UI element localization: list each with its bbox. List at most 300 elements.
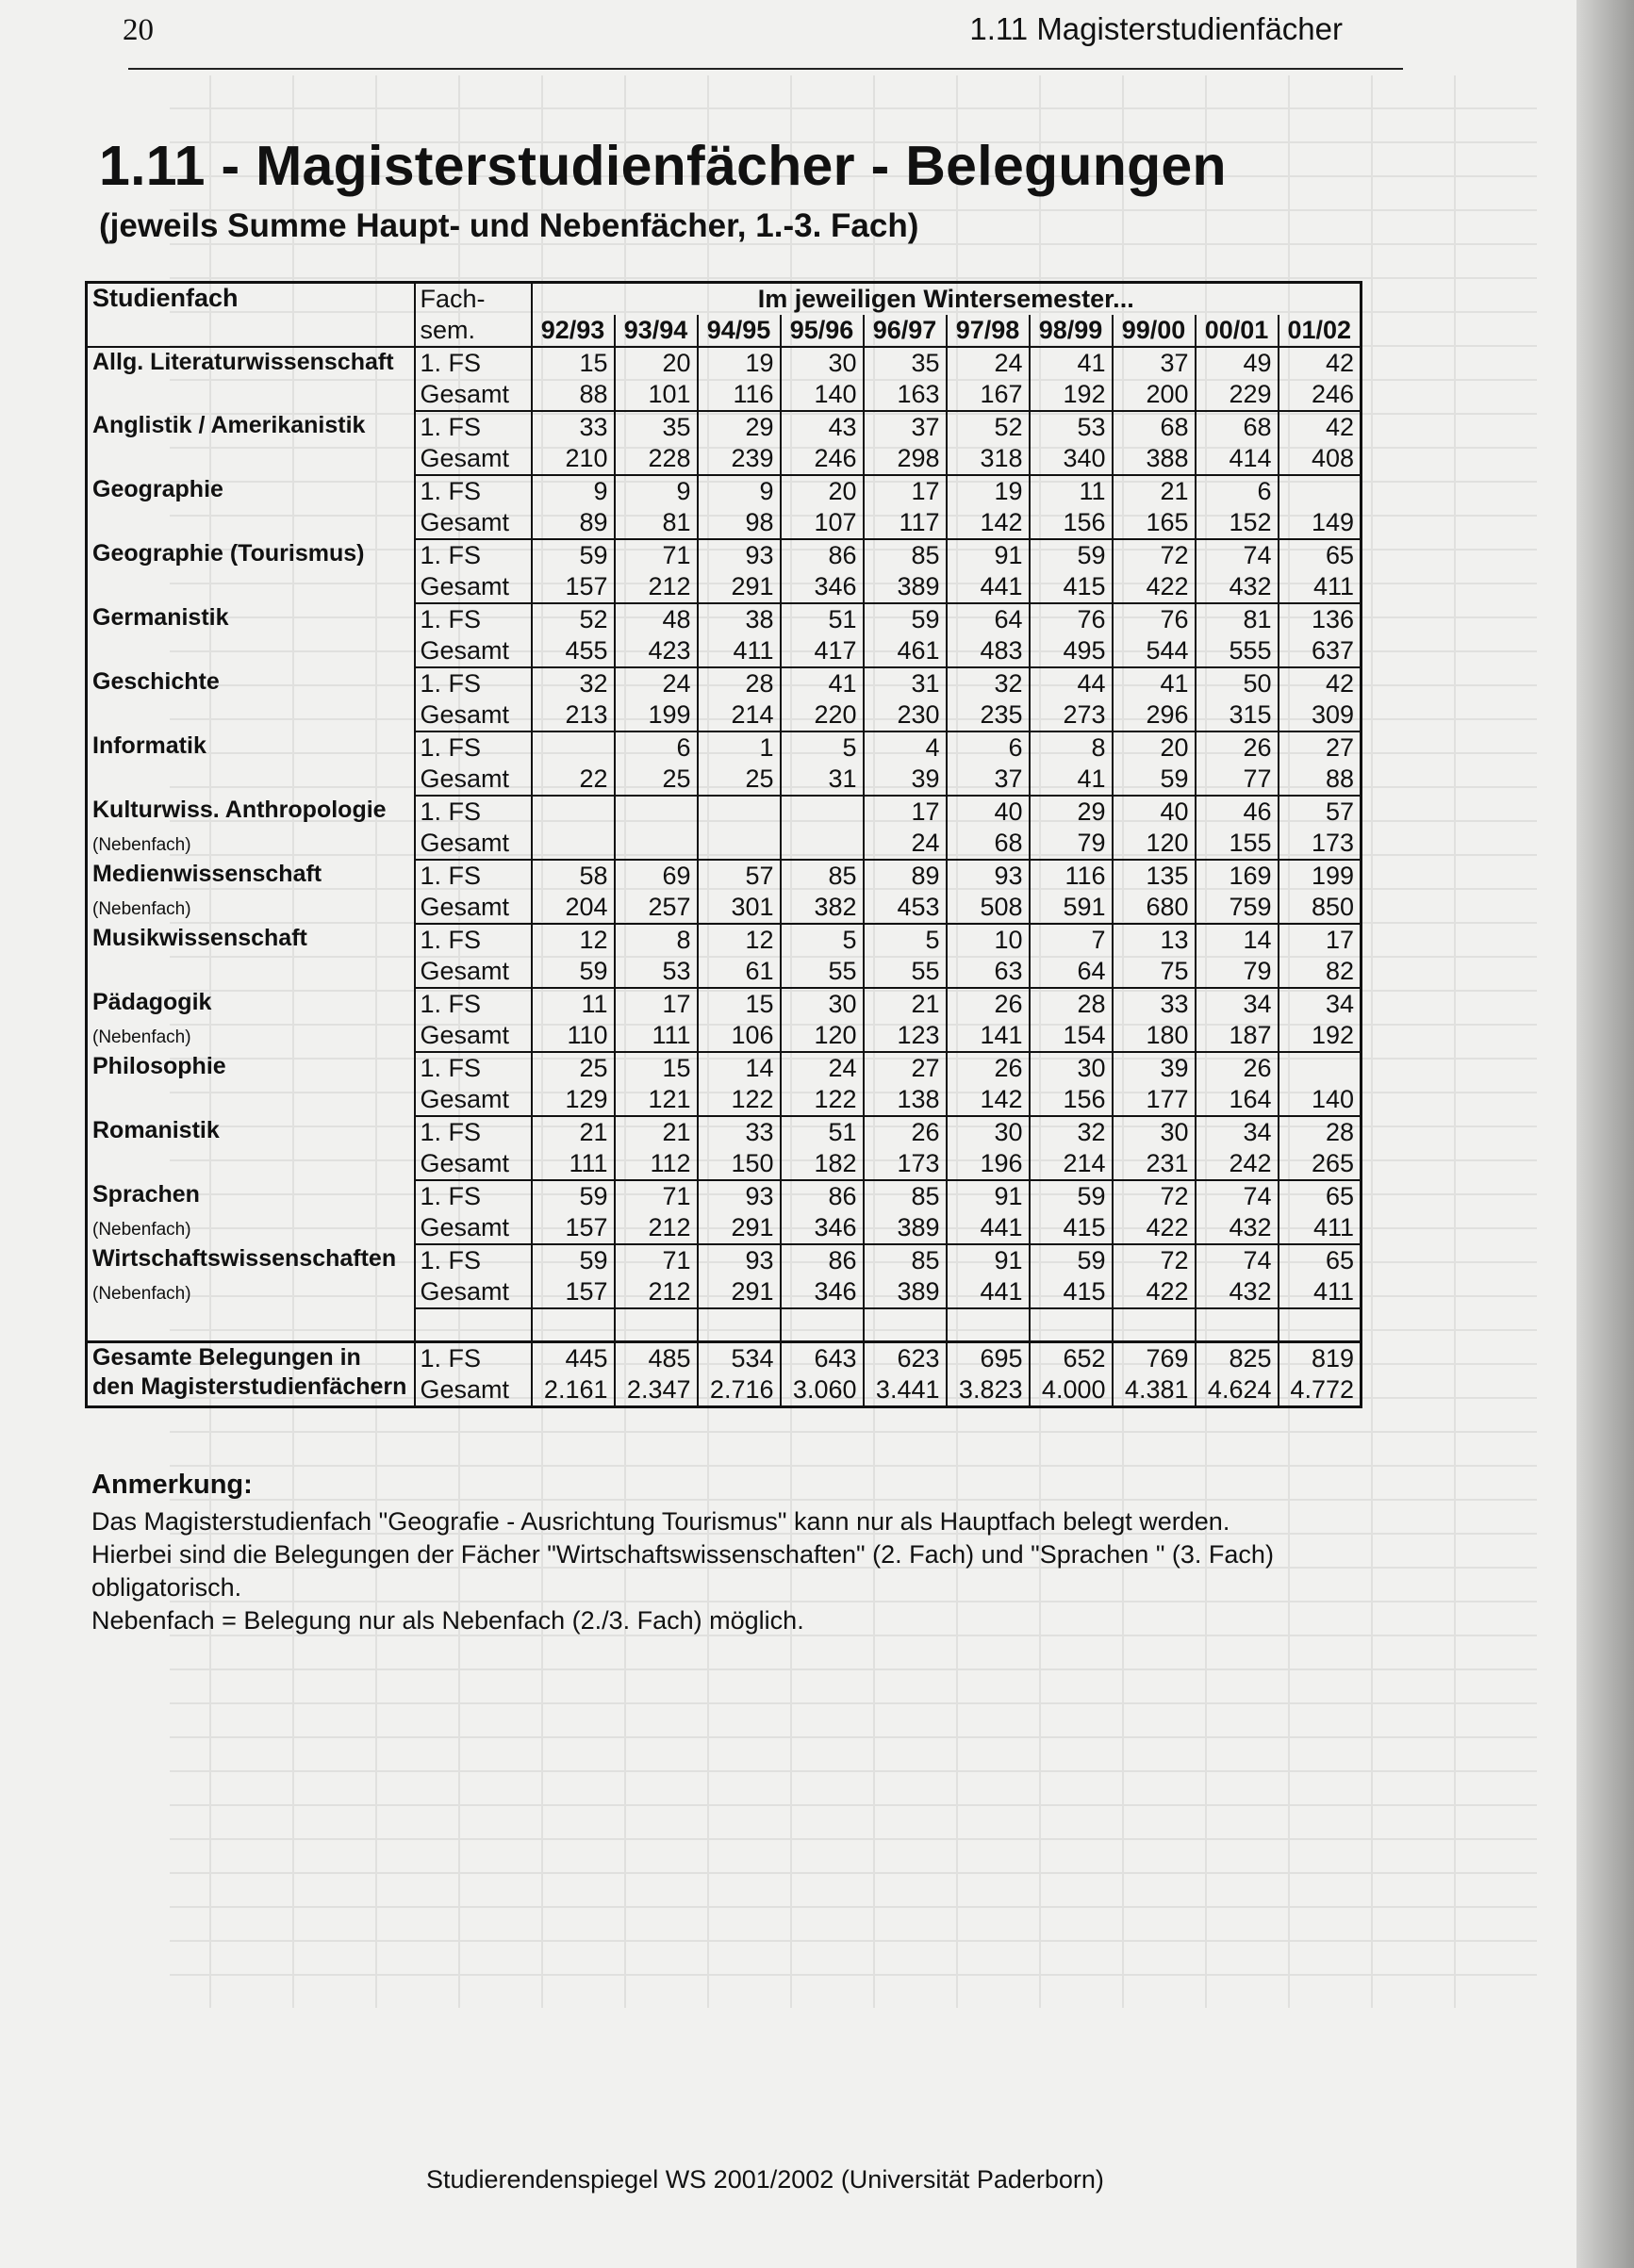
value-cell: 7: [1030, 924, 1113, 956]
year-header: 92/93: [532, 315, 615, 347]
value-cell: 31: [781, 764, 864, 796]
value-cell: 59: [1030, 1244, 1113, 1276]
value-cell: 30: [781, 347, 864, 379]
value-cell: 24: [615, 667, 698, 699]
table-row: [87, 924, 1362, 956]
subject-name: Pädagogik: [92, 989, 212, 1015]
value-cell: 10: [947, 924, 1030, 956]
subject-name: Allg. Literaturwissenschaft: [92, 349, 394, 375]
value-cell: 72: [1113, 539, 1196, 571]
value-cell: 149: [1279, 507, 1362, 539]
value-cell: 74: [1196, 539, 1279, 571]
value-cell: 199: [1279, 860, 1362, 892]
semester-label: 1. FS: [415, 475, 532, 507]
value-cell: 453: [864, 892, 947, 924]
value-cell: 41: [1113, 667, 1196, 699]
value-cell: 422: [1113, 1276, 1196, 1308]
subject-name: Geographie: [92, 476, 223, 502]
page-title: 1.11 - Magisterstudienfächer - Belegungen: [99, 135, 1227, 197]
value-cell: 455: [532, 635, 615, 667]
semester-label: 1. FS: [415, 731, 532, 764]
value-cell: 40: [947, 796, 1030, 828]
value-cell: 220: [781, 699, 864, 731]
value-cell: 544: [1113, 635, 1196, 667]
value-cell: 27: [1279, 731, 1362, 764]
value-cell: 389: [864, 1212, 947, 1244]
semester-label: Gesamt: [415, 764, 532, 796]
value-cell: 169: [1196, 860, 1279, 892]
page-subtitle: (jeweils Summe Haupt- und Nebenfächer, 1.-3. Fach): [99, 207, 919, 244]
value-cell: 411: [698, 635, 781, 667]
summary-label-line: den Magisterstudienfächern: [92, 1373, 407, 1400]
value-cell: 235: [947, 699, 1030, 731]
value-cell: 417: [781, 635, 864, 667]
value-cell: 432: [1196, 1276, 1279, 1308]
value-cell: 291: [698, 1212, 781, 1244]
value-cell: 265: [1279, 1148, 1362, 1180]
value-cell: 65: [1279, 1180, 1362, 1212]
value-cell: 57: [1279, 796, 1362, 828]
summary-value-cell: 695: [947, 1342, 1030, 1375]
semester-label: 1. FS: [415, 988, 532, 1020]
value-cell: 210: [532, 443, 615, 475]
value-cell: 180: [1113, 1020, 1196, 1052]
value-cell: 6: [615, 731, 698, 764]
table-row: [87, 1052, 1362, 1084]
value-cell: 246: [1279, 379, 1362, 411]
year-header: 00/01: [1196, 315, 1279, 347]
value-cell: 26: [1196, 731, 1279, 764]
value-cell: 8: [615, 924, 698, 956]
value-cell: 93: [698, 539, 781, 571]
value-cell: 165: [1113, 507, 1196, 539]
value-cell: 192: [1279, 1020, 1362, 1052]
value-cell: 340: [1030, 443, 1113, 475]
value-cell: 11: [532, 988, 615, 1020]
subject-cell: [87, 1052, 415, 1116]
value-cell: 1: [698, 731, 781, 764]
semester-label: 1. FS: [415, 860, 532, 892]
value-cell: 129: [532, 1084, 615, 1116]
value-cell: 257: [615, 892, 698, 924]
subject-note: (Nebenfach): [92, 1284, 191, 1304]
year-header: 95/96: [781, 315, 864, 347]
value-cell: 495: [1030, 635, 1113, 667]
value-cell: 388: [1113, 443, 1196, 475]
value-cell: 35: [615, 411, 698, 443]
value-cell: 214: [1030, 1148, 1113, 1180]
value-cell: 91: [947, 1180, 1030, 1212]
value-cell: 346: [781, 1212, 864, 1244]
value-cell: 9: [698, 475, 781, 507]
summary-value-cell: 2.716: [698, 1374, 781, 1407]
value-cell: 85: [864, 539, 947, 571]
table-header: [87, 283, 1362, 348]
value-cell: 12: [532, 924, 615, 956]
semester-label: Gesamt: [415, 635, 532, 667]
subject-cell: [87, 347, 415, 411]
empty-cell: [615, 1308, 698, 1342]
value-cell: 167: [947, 379, 1030, 411]
value-cell: [1279, 475, 1362, 507]
value-cell: 52: [947, 411, 1030, 443]
value-cell: 17: [1279, 924, 1362, 956]
value-cell: 98: [698, 507, 781, 539]
subject-name: Informatik: [92, 732, 206, 759]
value-cell: 32: [1030, 1116, 1113, 1148]
value-cell: 187: [1196, 1020, 1279, 1052]
table-row: [87, 1116, 1362, 1148]
value-cell: 5: [864, 924, 947, 956]
value-cell: 24: [864, 828, 947, 860]
value-cell: 28: [698, 667, 781, 699]
value-cell: 157: [532, 1212, 615, 1244]
value-cell: 20: [615, 347, 698, 379]
value-cell: 204: [532, 892, 615, 924]
value-cell: 26: [864, 1116, 947, 1148]
value-cell: [615, 828, 698, 860]
table-row: [87, 860, 1362, 892]
value-cell: 53: [615, 956, 698, 988]
summary-value-cell: 3.060: [781, 1374, 864, 1407]
value-cell: 117: [864, 507, 947, 539]
value-cell: 142: [947, 1084, 1030, 1116]
value-cell: 173: [864, 1148, 947, 1180]
semester-label: 1. FS: [415, 924, 532, 956]
value-cell: 228: [615, 443, 698, 475]
value-cell: 35: [864, 347, 947, 379]
value-cell: 20: [781, 475, 864, 507]
value-cell: 122: [781, 1084, 864, 1116]
value-cell: 29: [698, 411, 781, 443]
value-cell: 59: [532, 539, 615, 571]
value-cell: 389: [864, 1276, 947, 1308]
value-cell: 93: [698, 1244, 781, 1276]
summary-value-cell: 3.823: [947, 1374, 1030, 1407]
value-cell: 64: [1030, 956, 1113, 988]
value-cell: [615, 796, 698, 828]
subject-cell: [87, 1180, 415, 1244]
summary-value-cell: 4.624: [1196, 1374, 1279, 1407]
empty-cell: [415, 1308, 532, 1342]
subject-name: Wirtschaftswissenschaften: [92, 1245, 397, 1272]
semester-label: Gesamt: [415, 1148, 532, 1180]
semester-label: Gesamt: [415, 571, 532, 603]
value-cell: 154: [1030, 1020, 1113, 1052]
value-cell: 24: [947, 347, 1030, 379]
value-cell: 422: [1113, 571, 1196, 603]
header-fachsemester-top: Fach-: [415, 283, 532, 316]
value-cell: 63: [947, 956, 1030, 988]
value-cell: 86: [781, 539, 864, 571]
value-cell: 37: [864, 411, 947, 443]
semester-label: Gesamt: [415, 507, 532, 539]
value-cell: 21: [532, 1116, 615, 1148]
summary-value-cell: 445: [532, 1342, 615, 1375]
empty-cell: [781, 1308, 864, 1342]
value-cell: 61: [698, 956, 781, 988]
summary-value-cell: 623: [864, 1342, 947, 1375]
value-cell: 42: [1279, 347, 1362, 379]
value-cell: 346: [781, 1276, 864, 1308]
value-cell: 30: [781, 988, 864, 1020]
value-cell: 111: [615, 1020, 698, 1052]
semester-label: 1. FS: [415, 603, 532, 635]
summary-value-cell: 3.441: [864, 1374, 947, 1407]
value-cell: 140: [781, 379, 864, 411]
subject-note: (Nebenfach): [92, 835, 191, 855]
value-cell: 156: [1030, 507, 1113, 539]
value-cell: 53: [1030, 411, 1113, 443]
value-cell: 432: [1196, 1212, 1279, 1244]
year-header: 98/99: [1030, 315, 1113, 347]
value-cell: 51: [781, 603, 864, 635]
value-cell: 71: [615, 1244, 698, 1276]
subject-note: (Nebenfach): [92, 1027, 191, 1047]
value-cell: 123: [864, 1020, 947, 1052]
subject-name: Romanistik: [92, 1117, 220, 1143]
value-cell: 15: [698, 988, 781, 1020]
subject-name: Kulturwiss. Anthropologie: [92, 797, 387, 823]
summary-value-cell: 643: [781, 1342, 864, 1375]
value-cell: 110: [532, 1020, 615, 1052]
subject-cell: [87, 1116, 415, 1180]
value-cell: 850: [1279, 892, 1362, 924]
table-row: [87, 1180, 1362, 1212]
subject-cell: [87, 667, 415, 731]
value-cell: 4: [864, 731, 947, 764]
value-cell: 25: [532, 1052, 615, 1084]
value-cell: 72: [1113, 1180, 1196, 1212]
semester-label: 1. FS: [415, 1244, 532, 1276]
semester-label: 1. FS: [415, 1342, 532, 1375]
summary-value-cell: 819: [1279, 1342, 1362, 1375]
summary-value-cell: 652: [1030, 1342, 1113, 1375]
value-cell: 37: [1113, 347, 1196, 379]
value-cell: 33: [532, 411, 615, 443]
value-cell: 318: [947, 443, 1030, 475]
empty-cell: [87, 1308, 415, 1342]
value-cell: 15: [532, 347, 615, 379]
semester-label: 1. FS: [415, 1116, 532, 1148]
value-cell: 291: [698, 571, 781, 603]
value-cell: 76: [1030, 603, 1113, 635]
value-cell: [532, 828, 615, 860]
value-cell: 65: [1279, 1244, 1362, 1276]
value-cell: 21: [1113, 475, 1196, 507]
value-cell: 8: [1030, 731, 1113, 764]
value-cell: 120: [781, 1020, 864, 1052]
page-footer: Studierendenspiegel WS 2001/2002 (Universität Paderborn): [426, 2165, 1104, 2194]
summary-value-cell: 2.161: [532, 1374, 615, 1407]
value-cell: 177: [1113, 1084, 1196, 1116]
value-cell: 106: [698, 1020, 781, 1052]
value-cell: 38: [698, 603, 781, 635]
subject-name: Philosophie: [92, 1053, 226, 1079]
value-cell: 71: [615, 1180, 698, 1212]
value-cell: 79: [1196, 956, 1279, 988]
year-header: 96/97: [864, 315, 947, 347]
value-cell: 93: [698, 1180, 781, 1212]
semester-label: Gesamt: [415, 1084, 532, 1116]
value-cell: 555: [1196, 635, 1279, 667]
year-header: 99/00: [1113, 315, 1196, 347]
remark-line: Nebenfach = Belegung nur als Nebenfach (2./3. Fach) möglich.: [91, 1606, 804, 1635]
value-cell: 58: [532, 860, 615, 892]
value-cell: 31: [864, 667, 947, 699]
year-header: 01/02: [1279, 315, 1362, 347]
value-cell: 27: [864, 1052, 947, 1084]
subject-cell: [87, 860, 415, 924]
value-cell: [532, 731, 615, 764]
value-cell: 59: [532, 1180, 615, 1212]
value-cell: 291: [698, 1276, 781, 1308]
value-cell: 68: [947, 828, 1030, 860]
remark-line: Hierbei sind die Belegungen der Fächer "Wirtschaftswissenschaften" (2. Fach) und "Sprachen " (3. Fach) obligatorisch.: [91, 1540, 1274, 1602]
value-cell: 39: [1113, 1052, 1196, 1084]
value-cell: 34: [1196, 988, 1279, 1020]
value-cell: 140: [1279, 1084, 1362, 1116]
header-wintersemester: Im jeweiligen Wintersemester...: [532, 283, 1362, 316]
value-cell: 85: [864, 1244, 947, 1276]
value-cell: 22: [532, 764, 615, 796]
table-row: [87, 731, 1362, 764]
summary-label: [87, 1342, 415, 1407]
value-cell: 24: [781, 1052, 864, 1084]
value-cell: 157: [532, 571, 615, 603]
value-cell: 46: [1196, 796, 1279, 828]
value-cell: 150: [698, 1148, 781, 1180]
table-row: [87, 347, 1362, 379]
value-cell: 26: [1196, 1052, 1279, 1084]
value-cell: 441: [947, 1212, 1030, 1244]
value-cell: [781, 796, 864, 828]
table-row: [87, 988, 1362, 1020]
value-cell: 68: [1113, 411, 1196, 443]
subject-cell: [87, 603, 415, 667]
semester-label: 1. FS: [415, 411, 532, 443]
value-cell: 93: [947, 860, 1030, 892]
table-row: [87, 1244, 1362, 1276]
value-cell: 415: [1030, 1276, 1113, 1308]
value-cell: 346: [781, 571, 864, 603]
header-rule: [128, 68, 1403, 70]
value-cell: 17: [864, 796, 947, 828]
value-cell: 411: [1279, 1212, 1362, 1244]
value-cell: 91: [947, 1244, 1030, 1276]
value-cell: 85: [781, 860, 864, 892]
value-cell: 107: [781, 507, 864, 539]
summary-value-cell: 534: [698, 1342, 781, 1375]
value-cell: 163: [864, 379, 947, 411]
value-cell: 116: [698, 379, 781, 411]
table-row: [87, 539, 1362, 571]
value-cell: 213: [532, 699, 615, 731]
value-cell: 298: [864, 443, 947, 475]
value-cell: 30: [947, 1116, 1030, 1148]
value-cell: 182: [781, 1148, 864, 1180]
semester-label: Gesamt: [415, 892, 532, 924]
empty-cell: [698, 1308, 781, 1342]
value-cell: 9: [532, 475, 615, 507]
value-cell: 120: [1113, 828, 1196, 860]
value-cell: 441: [947, 1276, 1030, 1308]
empty-cell: [532, 1308, 615, 1342]
value-cell: 40: [1113, 796, 1196, 828]
table-row: [87, 411, 1362, 443]
value-cell: 382: [781, 892, 864, 924]
empty-cell: [1196, 1308, 1279, 1342]
value-cell: 759: [1196, 892, 1279, 924]
value-cell: 156: [1030, 1084, 1113, 1116]
value-cell: [1279, 1052, 1362, 1084]
value-cell: 212: [615, 571, 698, 603]
value-cell: 79: [1030, 828, 1113, 860]
value-cell: 68: [1196, 411, 1279, 443]
value-cell: 309: [1279, 699, 1362, 731]
semester-label: Gesamt: [415, 1020, 532, 1052]
value-cell: [698, 796, 781, 828]
value-cell: 33: [698, 1116, 781, 1148]
value-cell: 55: [864, 956, 947, 988]
value-cell: 25: [615, 764, 698, 796]
value-cell: 122: [698, 1084, 781, 1116]
value-cell: 19: [698, 347, 781, 379]
value-cell: 34: [1279, 988, 1362, 1020]
value-cell: [698, 828, 781, 860]
semester-label: 1. FS: [415, 539, 532, 571]
value-cell: 59: [532, 1244, 615, 1276]
empty-cell: [1030, 1308, 1113, 1342]
value-cell: 33: [1113, 988, 1196, 1020]
value-cell: 111: [532, 1148, 615, 1180]
value-cell: 32: [532, 667, 615, 699]
spacer-row: [87, 1308, 1362, 1342]
value-cell: 11: [1030, 475, 1113, 507]
subject-cell: [87, 731, 415, 796]
value-cell: 41: [1030, 347, 1113, 379]
value-cell: 483: [947, 635, 1030, 667]
value-cell: 41: [1030, 764, 1113, 796]
value-cell: 141: [947, 1020, 1030, 1052]
value-cell: 230: [864, 699, 947, 731]
subject-name: Medienwissenschaft: [92, 861, 322, 887]
value-cell: 101: [615, 379, 698, 411]
value-cell: 88: [1279, 764, 1362, 796]
value-cell: 26: [947, 1052, 1030, 1084]
value-cell: 43: [781, 411, 864, 443]
value-cell: 89: [532, 507, 615, 539]
scan-page-edge: [1576, 0, 1634, 2268]
value-cell: 48: [615, 603, 698, 635]
value-cell: 65: [1279, 539, 1362, 571]
subject-cell: [87, 475, 415, 539]
value-cell: 242: [1196, 1148, 1279, 1180]
summary-value-cell: 485: [615, 1342, 698, 1375]
value-cell: 389: [864, 571, 947, 603]
value-cell: 408: [1279, 443, 1362, 475]
value-cell: 49: [1196, 347, 1279, 379]
subject-cell: [87, 924, 415, 988]
empty-cell: [864, 1308, 947, 1342]
value-cell: 415: [1030, 571, 1113, 603]
summary-value-cell: 769: [1113, 1342, 1196, 1375]
value-cell: 199: [615, 699, 698, 731]
value-cell: 17: [615, 988, 698, 1020]
subject-name: Sprachen: [92, 1181, 200, 1208]
value-cell: 14: [1196, 924, 1279, 956]
enrollment-table: [85, 281, 1362, 1408]
